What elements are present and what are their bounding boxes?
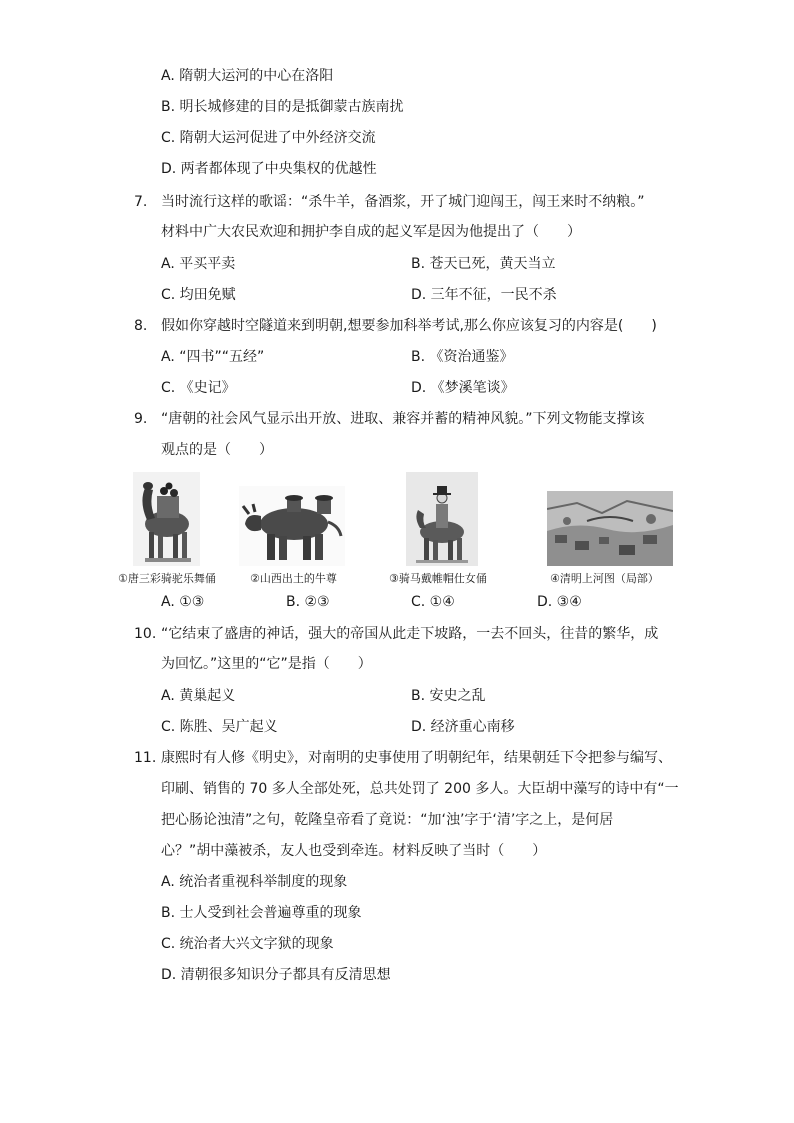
q9-caption-4: ④清明上河图（局部） bbox=[550, 572, 659, 585]
q9-caption-3: ③骑马戴帷帽仕女俑 bbox=[389, 572, 487, 585]
q10-option-b: B. 安史之乱 bbox=[411, 688, 486, 704]
q7-option-b: B. 苍天已死，黄天当立 bbox=[411, 256, 556, 272]
q8-number: 8. bbox=[134, 318, 148, 334]
q8-stem-line-1: 假如你穿越时空隧道来到明朝,想要参加科举考试,那么你应该复习的内容是( ) bbox=[161, 318, 657, 334]
q11-stem-line-2: 印刷、销售的 70 多人全部处死，总共处罚了 200 多人。大臣胡中藻写的诗中有“一 bbox=[161, 781, 679, 797]
q6-option-b: B. 明长城修建的目的是抵御蒙古族南扰 bbox=[161, 99, 404, 115]
q10-option-a: A. 黄巢起义 bbox=[161, 688, 236, 704]
q10-option-d: D. 经济重心南移 bbox=[411, 719, 515, 735]
q11-number: 11. bbox=[134, 750, 157, 766]
q8-option-b: B. 《资治通鉴》 bbox=[411, 349, 514, 365]
q7-stem-line-1: 当时流行这样的歌谣：“杀牛羊，备酒浆，开了城门迎闯王，闯王来时不纳粮。” bbox=[161, 194, 645, 210]
q9-option-c: C. ①④ bbox=[411, 594, 455, 610]
q10-option-c: C. 陈胜、吴广起义 bbox=[161, 719, 278, 735]
q10-stem-line-2: 为回忆。”这里的“它”是指（ ） bbox=[161, 656, 372, 672]
q10-number: 10. bbox=[134, 626, 157, 642]
q11-stem-line-3: 把心肠论浊清”之句，乾隆皇帝看了竟说：“加‘浊’字于‘清’字之上，是何居 bbox=[161, 812, 614, 828]
ox-zun-image bbox=[239, 486, 345, 566]
q8-option-c: C. 《史记》 bbox=[161, 380, 236, 396]
q7-option-d: D. 三年不征，一民不杀 bbox=[411, 287, 557, 303]
q11-stem-line-1: 康熙时有人修《明史》，对南明的史事使用了明朝纪年，结果朝廷下令把参与编写、 bbox=[161, 750, 672, 766]
q7-number: 7. bbox=[134, 194, 148, 210]
q9-stem-line-1: “唐朝的社会风气显示出开放、进取、兼容并蓄的精神风貌。”下列文物能支撑该 bbox=[161, 411, 645, 427]
q6-option-d: D. 两者都体现了中央集权的优越性 bbox=[161, 161, 377, 177]
q11-option-c: C. 统治者大兴文字狱的现象 bbox=[161, 936, 334, 952]
q8-option-a: A. “四书”“五经” bbox=[161, 349, 265, 365]
q9-option-d: D. ③④ bbox=[537, 594, 582, 610]
q7-option-a: A. 平买平卖 bbox=[161, 256, 236, 272]
q9-caption-2: ②山西出土的牛尊 bbox=[250, 572, 337, 585]
q11-option-a: A. 统治者重视科举制度的现象 bbox=[161, 874, 348, 890]
q11-option-d: D. 清朝很多知识分子都具有反清思想 bbox=[161, 967, 391, 983]
q9-stem-line-2: 观点的是（ ） bbox=[161, 442, 273, 458]
horse-rider-image bbox=[406, 472, 478, 566]
q10-stem-line-1: “它结束了盛唐的神话，强大的帝国从此走下坡路，一去不回头，往昔的繁华，成 bbox=[161, 626, 659, 642]
q11-stem-line-4: 心？”胡中藻被杀，友人也受到牵连。材料反映了当时（ ） bbox=[161, 843, 547, 859]
q6-option-c: C. 隋朝大运河促进了中外经济交流 bbox=[161, 130, 376, 146]
q9-caption-1: ①唐三彩骑驼乐舞俑 bbox=[118, 572, 216, 585]
q9-number: 9. bbox=[134, 411, 148, 427]
q8-option-d: D. 《梦溪笔谈》 bbox=[411, 380, 515, 396]
q9-option-a: A. ①③ bbox=[161, 594, 205, 610]
q9-option-b: B. ②③ bbox=[286, 594, 330, 610]
q6-option-a: A. 隋朝大运河的中心在洛阳 bbox=[161, 68, 334, 84]
qingming-scroll-image bbox=[547, 491, 673, 566]
q7-stem-line-2: 材料中广大农民欢迎和拥护李自成的起义军是因为他提出了（ ） bbox=[161, 224, 581, 240]
camel-figurine-image bbox=[133, 472, 200, 566]
q7-option-c: C. 均田免赋 bbox=[161, 287, 236, 303]
q11-option-b: B. 士人受到社会普遍尊重的现象 bbox=[161, 905, 362, 921]
